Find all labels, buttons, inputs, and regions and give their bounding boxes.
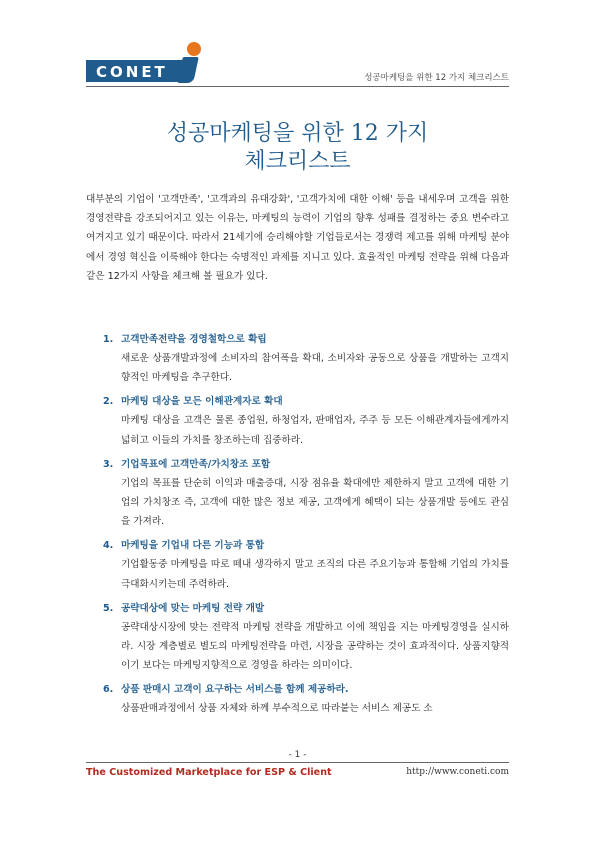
item-heading: [103, 599, 509, 618]
document-title: [86, 120, 509, 176]
footer-url: http://www.coneti.com: [406, 767, 509, 777]
item-body: 기업활동중 마케팅을 따로 떼내 생각하지 말고 조직의 다른 주요기능과 통합해 기업의 가치를 극대화시키는데 주력하라.: [121, 559, 509, 590]
header-doc-label: 성공마케팅을 위한 12 가지 체크리스트: [364, 73, 509, 83]
item-number: 6.: [103, 684, 114, 696]
intro-paragraph: 대부분의 기업이 '고객만족', '고객과의 유대강화', '고객가치에 대한 이해' 등을 내세우며 고객을 위한 경영전략을 강조되어지고 있는 이유는, 마케팅의 능력이 기업의 향후 성패를 결정하는 중요 변수라고 여겨지고 있기 때문이다. 따라서 21세기에 승리해야할 기업들로서는 경쟁력 제고를 위해 마케팅 분야에서 경영 혁신을 이룩해야 한다는 숙명적인 과제를 지니고 있다. 효율적인 마케팅 전략을 위해 다음과 같은 12가지 사항을 체크해 볼 필요가 있다.: [86, 194, 509, 282]
item-heading-text: 기업목표에 고객만족/가치창조 포함: [121, 458, 271, 470]
checklist: [103, 330, 509, 724]
item-body: 상품판매과정에서 상품 자체와 하께 부수적으로 따라붙는 서비스 제공도 소: [121, 703, 433, 715]
item-heading: [103, 680, 509, 699]
checklist-item: [103, 536, 509, 593]
footer-divider: [86, 762, 509, 763]
footer-tagline: The Customized Marketplace for ESP & Client: [86, 767, 332, 778]
item-body: 새로운 상품개발과정에 소비자의 참여폭을 확대, 소비자와 공동으로 상품을 개발하는 고객지향적인 마케팅을 추구한다.: [121, 353, 509, 384]
conet-logo: [86, 42, 201, 90]
checklist-item: [103, 599, 509, 676]
item-number: 2.: [103, 396, 114, 408]
item-heading: [103, 455, 509, 474]
item-heading-text: 마케팅 대상을 모든 이해관계자로 확대: [121, 396, 283, 408]
item-heading-text: 마케팅을 기업내 다른 기능과 통합: [121, 540, 265, 552]
checklist-item: [103, 680, 509, 718]
item-heading: [103, 536, 509, 555]
item-number: 5.: [103, 602, 114, 614]
item-body: 공략대상시장에 맞는 전략적 마케팅 전략을 개발하고 이에 책임을 지는 마케팅경영을 실시하라. 시장 계층별로 별도의 마케팅전략을 마련, 시장을 공략하는 것이 효과적이다. 상품지향적이기 보다는 마케팅지향적으로 경영을 하라는 의미이다.: [121, 621, 509, 672]
checklist-item: [103, 392, 509, 449]
item-heading-text: 공략대상에 맞는 마케팅 전략 개발: [121, 602, 265, 614]
checklist-item: [103, 455, 509, 532]
item-heading: [103, 330, 509, 349]
title-line-1: 성공마케팅을 위한 12 가지: [166, 121, 429, 146]
logo-text: CONET: [96, 63, 168, 81]
item-heading-text: 고객만족전략을 경영철학으로 확립: [121, 334, 267, 345]
title-line-2: 체크리스트: [244, 149, 351, 174]
checklist-item: [103, 330, 509, 387]
item-body: 기업의 목표를 단순히 이익과 매출증대, 시장 점유율 확대에만 제한하지 말고 고객에 대한 기업의 가치창조 즉, 고객에 대한 많은 정보 제공, 고객에게 혜택이 되는 상품개발 등에도 관심을 가져라.: [121, 477, 509, 528]
item-number: 1.: [103, 334, 114, 345]
item-number: 3.: [103, 458, 114, 470]
item-number: 4.: [103, 540, 114, 552]
item-body: 마케팅 대상을 고객은 물론 종업원, 하청업자, 판매업자, 주주 등 모든 이해관계자들에게까지 넓히고 이들의 가치를 창조하는데 집중하라.: [121, 415, 509, 446]
page-number: - 1 -: [288, 750, 307, 760]
item-heading-text: 상품 판매시 고객이 요구하는 서비스를 함께 제공하라.: [121, 684, 349, 696]
logo-i-dot: [187, 42, 201, 56]
header-divider: [86, 86, 509, 87]
item-heading: [103, 392, 509, 411]
